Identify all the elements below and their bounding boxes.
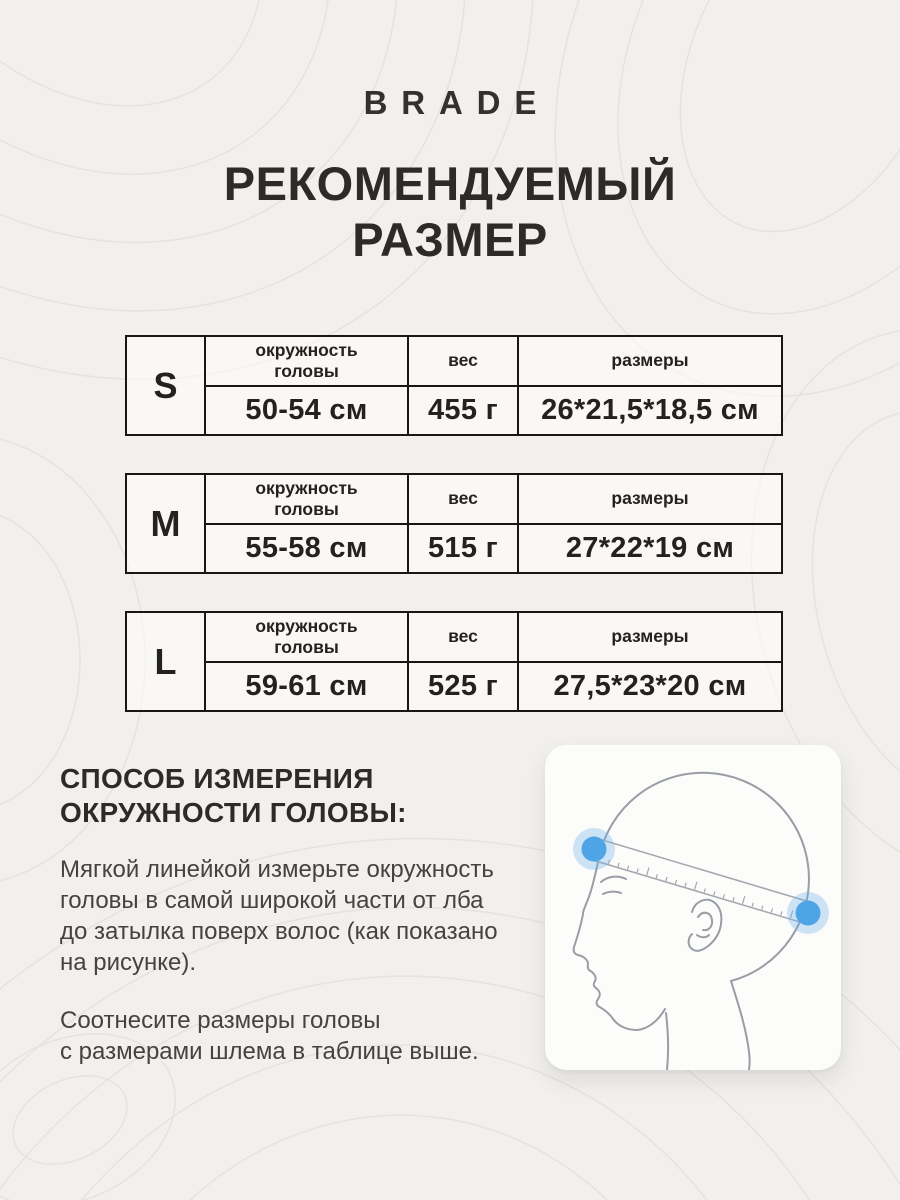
value-dimensions: 27,5*23*20 см	[518, 662, 782, 711]
measurement-paragraph-2	[60, 1005, 530, 1067]
paragraph1-line4: на рисунке).	[60, 949, 197, 976]
page-title	[0, 156, 900, 268]
measurement-heading-line2: ОКРУЖНОСТИ ГОЛОВЫ:	[60, 797, 407, 828]
paragraph2-line1: Соотнесите размеры головы	[60, 1007, 381, 1034]
size-tables	[125, 335, 773, 749]
value-circumference: 55-58 см	[205, 524, 408, 573]
paragraph1-line2: головы в самой широкой части от лба	[60, 887, 484, 914]
paragraph1-line3: до затылка поверх волос (как показано	[60, 918, 498, 945]
value-weight: 455 г	[408, 386, 518, 435]
header-weight: вес	[408, 336, 518, 386]
header-dimensions: размеры	[518, 336, 782, 386]
brand-logo: BRADE	[363, 84, 551, 121]
size-table-l	[125, 611, 783, 712]
header-dimensions: размеры	[518, 474, 782, 524]
header-circumference-line1: окружность	[255, 615, 358, 636]
size-letter: L	[126, 612, 205, 711]
face-profile	[574, 858, 665, 1030]
header-circumference	[205, 474, 408, 524]
value-dimensions: 26*21,5*18,5 см	[518, 386, 782, 435]
header-circumference-line1: окружность	[255, 339, 358, 360]
page-title-line2: РАЗМЕР	[352, 213, 548, 266]
paragraph1-line1: Мягкой линейкой измерьте окружность	[60, 856, 494, 883]
measurement-heading	[60, 762, 530, 830]
measurement-paragraph-1	[60, 854, 530, 978]
page-title-line1: РЕКОМЕНДУЕМЫЙ	[223, 157, 677, 210]
size-letter: M	[126, 474, 205, 573]
size-table-m	[125, 473, 783, 574]
value-circumference: 59-61 см	[205, 662, 408, 711]
header-circumference-line2: головы	[274, 499, 339, 519]
measurement-section	[60, 762, 530, 1067]
header-weight: вес	[408, 612, 518, 662]
header-circumference	[205, 612, 408, 662]
eye	[603, 892, 621, 894]
size-letter: S	[126, 336, 205, 435]
header-circumference-line1: окружность	[255, 477, 358, 498]
header-dimensions: размеры	[518, 612, 782, 662]
header-circumference-line2: головы	[274, 361, 339, 381]
value-circumference: 50-54 см	[205, 386, 408, 435]
paragraph2-line2: с размерами шлема в таблице выше.	[60, 1038, 479, 1065]
ruler-band	[585, 837, 814, 925]
value-weight: 525 г	[408, 662, 518, 711]
eyebrow	[601, 877, 626, 882]
measurement-heading-line1: СПОСОБ ИЗМЕРЕНИЯ	[60, 763, 374, 794]
header-circumference-line2: головы	[274, 637, 339, 657]
header-weight: вес	[408, 474, 518, 524]
value-weight: 515 г	[408, 524, 518, 573]
head-measurement-illustration	[545, 745, 841, 1070]
size-table-s	[125, 335, 783, 436]
measure-point-back	[787, 892, 829, 934]
measure-point-front	[573, 828, 615, 870]
ear	[689, 900, 722, 951]
illustration-card	[545, 745, 841, 1070]
header-circumference	[205, 336, 408, 386]
value-dimensions: 27*22*19 см	[518, 524, 782, 573]
